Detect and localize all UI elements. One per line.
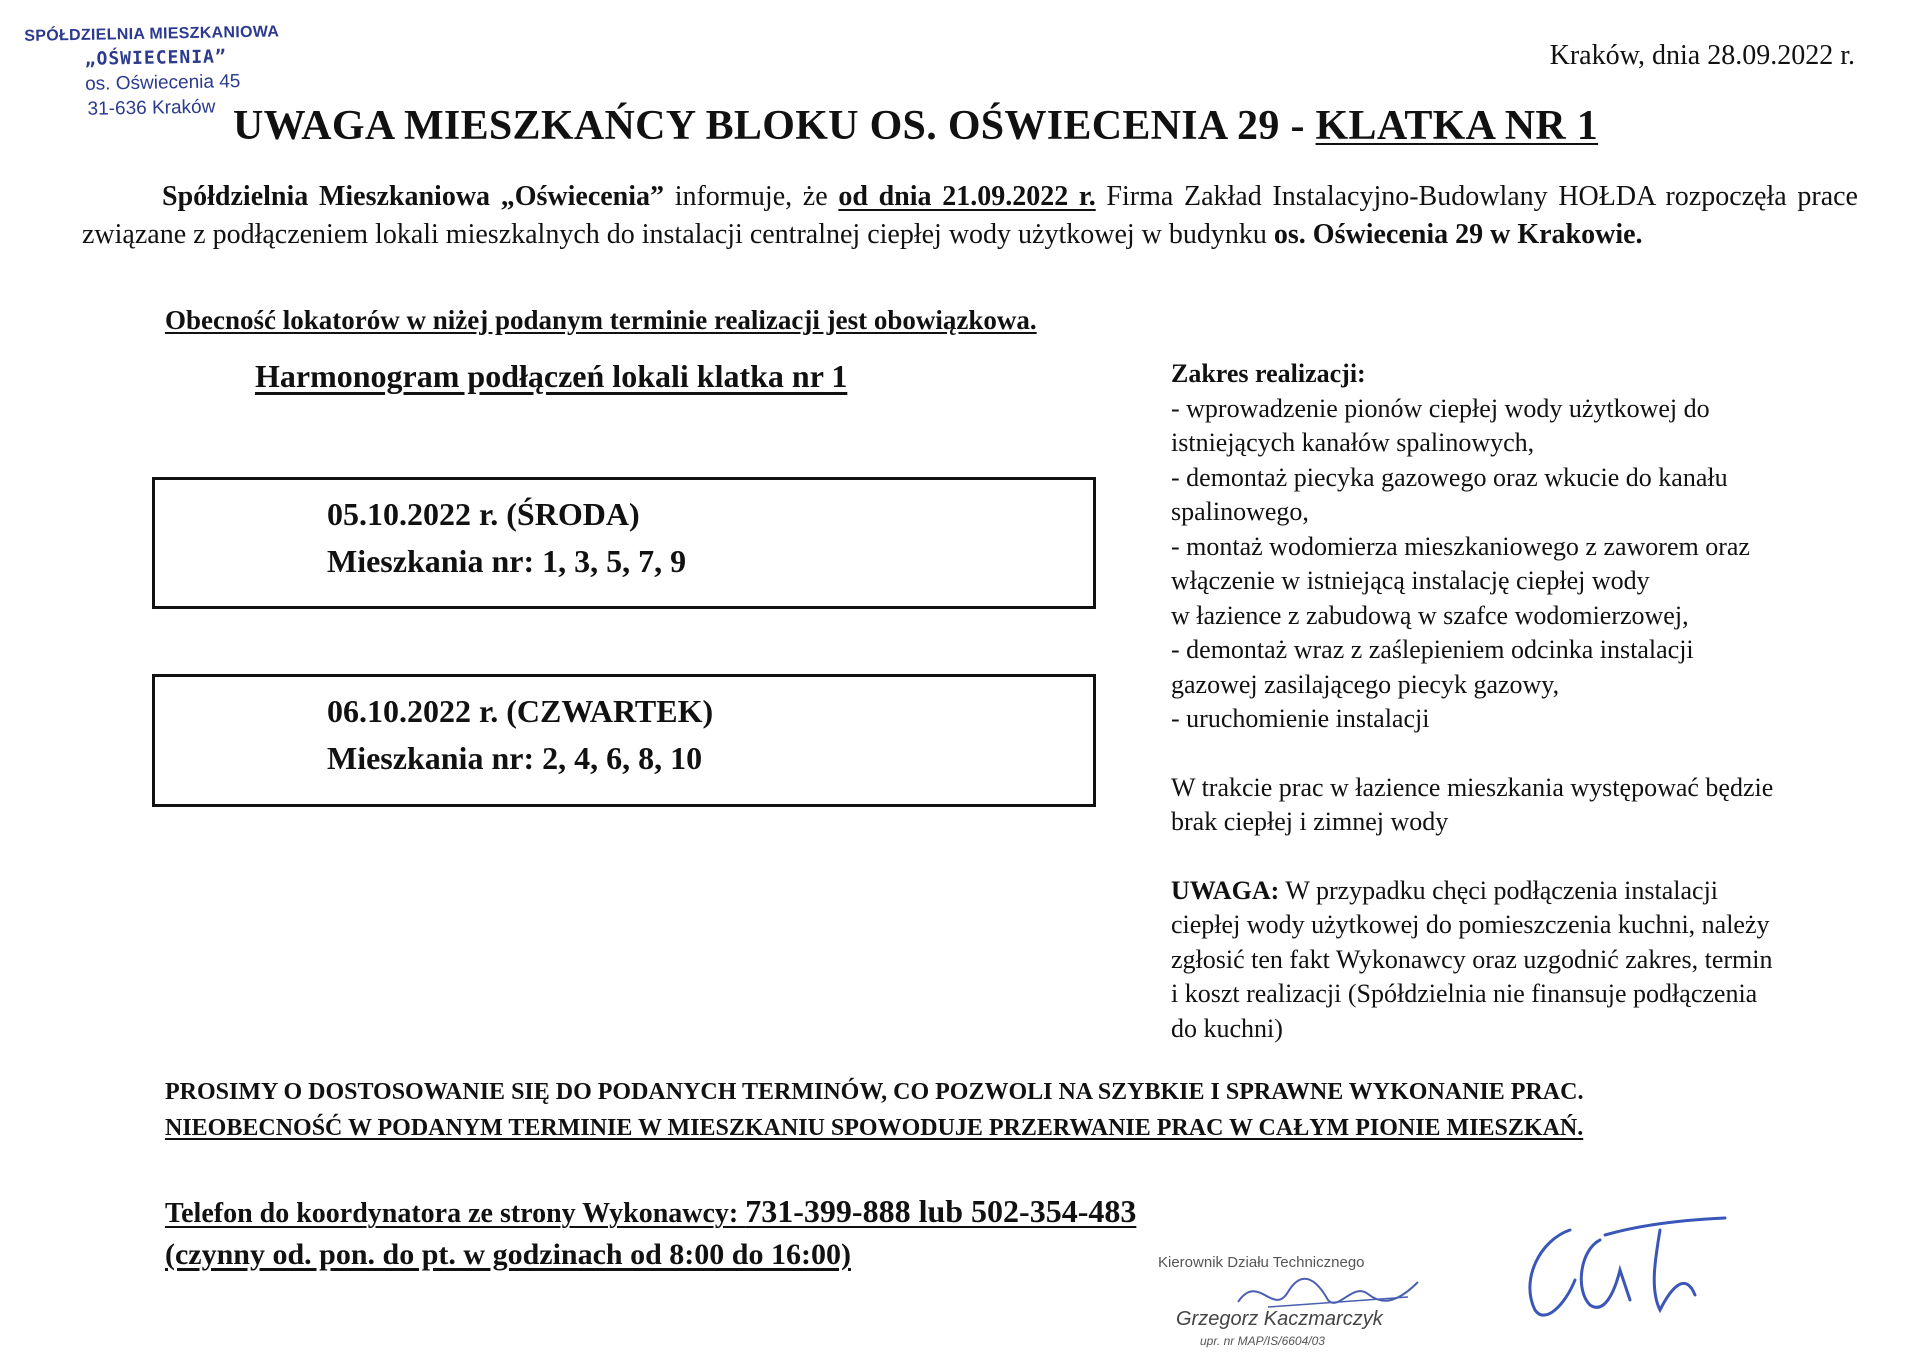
technical-manager-stamp xyxy=(1158,1254,1428,1348)
title-staircase: KLATKA NR 1 xyxy=(1315,103,1599,149)
stamp-line-2: „OŚWIECENIA” xyxy=(84,46,227,70)
manager-license: upr. nr MAP/IS/6604/03 xyxy=(1200,1334,1325,1348)
manager-name: Grzegorz Kaczmarczyk xyxy=(1176,1308,1383,1330)
request-notice: PROSIMY O DOSTOSOWANIE SIĘ DO PODANYCH TERMINÓW, CO POZWOLI NA SZYBKIE I SPRAWNE WYKONANIE PRAC. xyxy=(165,1079,1584,1105)
schedule-box-1 xyxy=(152,477,1096,609)
scope-line: - wprowadzenie pionów ciepłej wody użytkowej do xyxy=(1171,393,1710,423)
phone-numbers: 731-399-888 lub 502-354-483 xyxy=(745,1193,1137,1229)
presence-notice: Obecność lokatorów w niżej podanym terminie realizacji jest obowiązkowa. xyxy=(165,305,1037,335)
intro-text-2: Firma Zakład Instalacyjno-Budowlany HOŁDA rozpoczęła prace związane z podłączeniem lokali mieszkalnych do instalacji centralnej ciepłej wody użytkowej w budynku xyxy=(82,181,1858,250)
scope-section xyxy=(1171,357,1881,1046)
scope-heading: Zakres realizacji: xyxy=(1171,359,1366,388)
warning-line: ciepłej wody użytkowej do pomieszczenia kuchni, należy xyxy=(1171,910,1770,939)
intro-paragraph xyxy=(82,178,1858,254)
stamp-line-1: SPÓŁDZIELNIA MIESZKANIOWA xyxy=(24,23,280,45)
scope-note-line: W trakcie prac w łazience mieszkania występować będzie xyxy=(1171,772,1774,802)
phone-label: Telefon do koordynatora ze strony Wykonawcy: xyxy=(165,1198,746,1229)
stamp-line-4: 31-636 Kraków xyxy=(87,96,216,120)
warning-line: i koszt realizacji (Spółdzielnia nie finansuje podłączenia xyxy=(1171,979,1758,1008)
coordinator-phone xyxy=(165,1193,1136,1230)
document-title xyxy=(233,102,1598,150)
intro-address: os. Oświecenia 29 w Krakowie. xyxy=(1273,219,1643,250)
scope-warning xyxy=(1171,874,1881,1047)
scope-list xyxy=(1171,392,1881,737)
phone-hours: (czynny od. pon. do pt. w godzinach od 8:00 do 16:00) xyxy=(165,1238,851,1271)
scope-line: spalinowego, xyxy=(1171,497,1309,526)
scope-line: w łazience z zabudową w szafce wodomierzowej, xyxy=(1171,600,1689,630)
warning-label: UWAGA: xyxy=(1171,875,1280,905)
scope-line: włączenie w istniejącą instalację ciepłej wody xyxy=(1171,566,1650,595)
scope-line: - uruchomienie instalacji xyxy=(1171,704,1430,733)
warning-line: do kuchni) xyxy=(1171,1013,1283,1043)
schedule-date-2: 06.10.2022 r. (CZWARTEK) xyxy=(327,693,714,729)
absence-notice: NIEOBECNOŚĆ W PODANYM TERMINIE W MIESZKANIU SPOWODUJE PRZERWANIE PRAC W CAŁYM PIONIE MIESZKAŃ. xyxy=(165,1115,1584,1141)
scope-line: istniejących kanałów spalinowych, xyxy=(1171,428,1535,457)
handwritten-signature-icon xyxy=(1510,1210,1740,1330)
scope-note-line: brak ciepłej i zimnej wody xyxy=(1171,807,1449,836)
schedule-heading: Harmonogram podłączeń lokali klatka nr 1 xyxy=(255,358,848,394)
schedule-date-1: 05.10.2022 r. (ŚRODA) xyxy=(327,496,640,532)
schedule-box-2 xyxy=(152,674,1096,807)
intro-from-date: od dnia 21.09.2022 r. xyxy=(838,181,1096,212)
scope-line: - demontaż wraz z zaślepieniem odcinka instalacji xyxy=(1171,635,1694,664)
manager-role: Kierownik Działu Technicznego xyxy=(1158,1254,1365,1271)
stamp-line-3: os. Oświecenia 45 xyxy=(84,71,241,95)
intro-text-1: informuje, że xyxy=(664,181,839,212)
title-main: UWAGA MIESZKAŃCY BLOKU OS. OŚWIECENIA 29 - xyxy=(233,103,1316,149)
intro-org: Spółdzielnia Mieszkaniowa „Oświecenia” xyxy=(162,181,665,212)
scope-line: gazowej zasilającego piecyk gazowy, xyxy=(1171,669,1560,699)
scope-line: - montaż wodomierza mieszkaniowego z zaworem oraz xyxy=(1171,531,1750,561)
schedule-flats-2: Mieszkania nr: 2, 4, 6, 8, 10 xyxy=(327,740,703,776)
document-date: Kraków, dnia 28.09.2022 r. xyxy=(1549,40,1855,71)
scope-note xyxy=(1171,771,1881,840)
warning-line: zgłosić ten fakt Wykonawcy oraz uzgodnić zakres, termin xyxy=(1171,944,1773,974)
warning-line: W przypadku chęci podłączenia instalacji xyxy=(1279,875,1719,905)
scope-line: - demontaż piecyka gazowego oraz wkucie do kanału xyxy=(1171,462,1728,492)
schedule-flats-1: Mieszkania nr: 1, 3, 5, 7, 9 xyxy=(327,543,687,579)
